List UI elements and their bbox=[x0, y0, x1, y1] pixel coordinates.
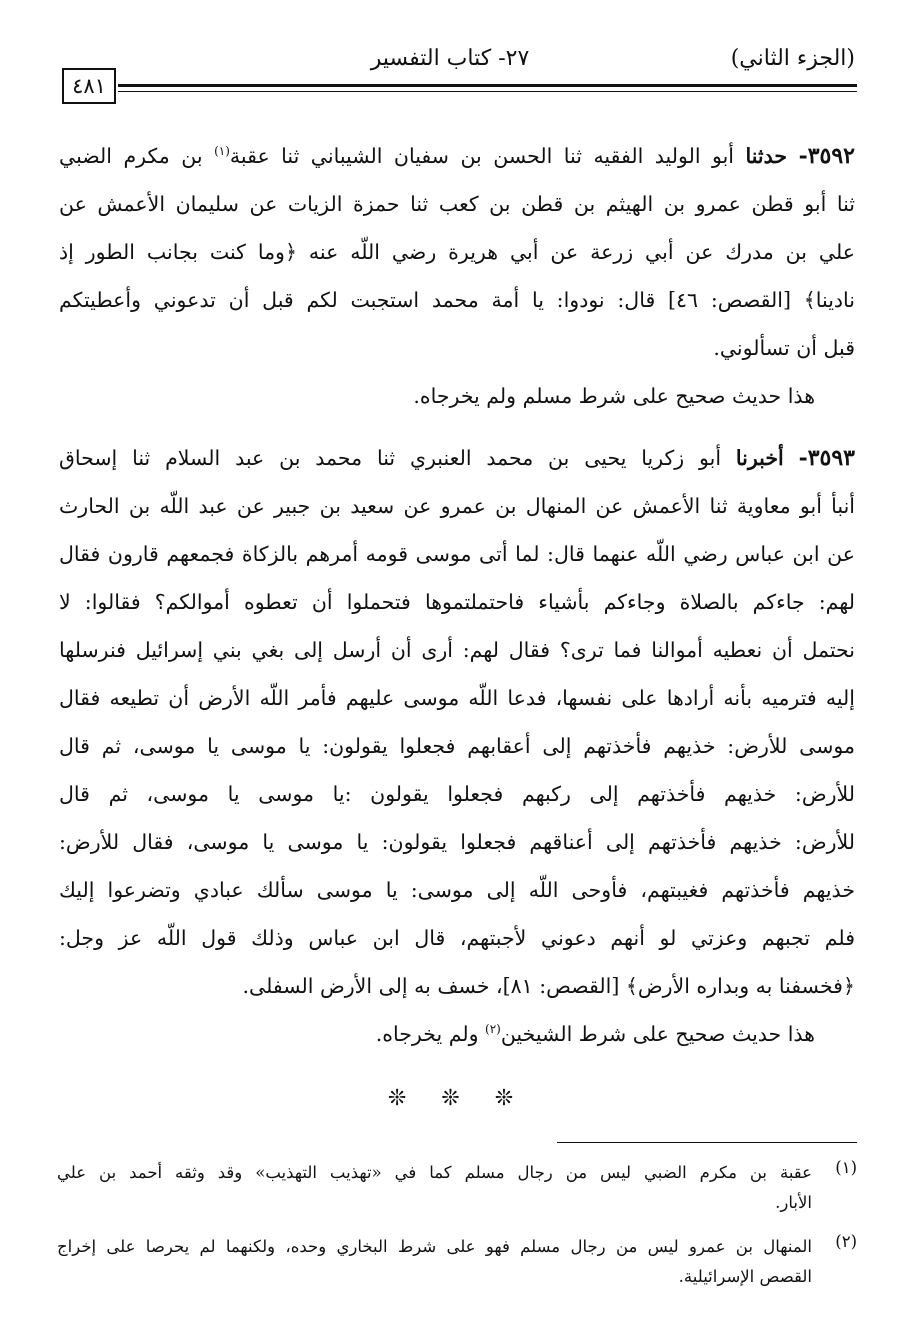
hadith-text: بن مكرم الضبي bbox=[59, 144, 215, 168]
hadith-3592-line-2: ثنا أبو قطن عمرو بن الهيثم بن قطن بن كعب ثنا حمزة الزيات عن سليمان الأعمش عن bbox=[59, 192, 855, 216]
grading-text-after: ولم يخرجاه. bbox=[375, 1022, 485, 1046]
hadith-text: أبو زكريا يحيى بن محمد العنبري ثنا محمد بن عبد السلام ثنا إسحاق bbox=[59, 446, 722, 470]
hadith-number: ٣٥٩٢- bbox=[798, 143, 855, 169]
hadith-3593-line-3: عن ابن عباس رضي اللّه عنهما قال: لما أتى موسى قومه أمرهم بالزكاة فجمعهم قارون فقال bbox=[59, 542, 855, 566]
header-book-title: ٢٧- كتاب التفسير bbox=[370, 46, 530, 71]
page-number-box: ٤٨١ bbox=[62, 68, 116, 104]
hadith-3593-line-6: إليه فترميه بأنه أرادها على نفسها، فدعا اللّه موسى عليهم فأمر اللّه الأرض أن تطيعه فقال bbox=[59, 686, 855, 710]
footnote-line: الأبار. bbox=[775, 1193, 812, 1212]
hadith-3593-line-1 bbox=[59, 434, 855, 482]
hadith-3592-line-3: علي بن مدرك عن أبي زرعة عن أبي هريرة رضي اللّه عنه ﴿وما كنت بجانب الطور إذ bbox=[59, 240, 855, 264]
hadith-3592-line-4: نادينا﴾ [القصص: ٤٦] قال: نودوا: يا أمة محمد استجبت لكم قبل أن تدعوني وأعطيتكم bbox=[59, 288, 855, 312]
footnote-line: المنهال بن عمرو ليس من رجال مسلم فهو على شرط البخاري وحده، ولكنهما لم يحرصا على إخراج bbox=[57, 1237, 812, 1256]
hadith-number: ٣٥٩٣- bbox=[798, 445, 855, 471]
hadith-3592-grading bbox=[59, 372, 855, 420]
footnote-marker[interactable]: (١) bbox=[214, 144, 230, 159]
grading-text-before: هذا حديث صحيح على شرط الشيخين bbox=[500, 1022, 815, 1046]
footnote-number: (١) bbox=[835, 1158, 857, 1177]
section-separator: ❊ ❊ ❊ bbox=[387, 1086, 528, 1111]
hadith-3593-line-11: فلم تجبهم وعزتي لو أنهم دعوني لأجبتهم، قال ابن عباس وذلك قول اللّه عز وجل: bbox=[59, 926, 855, 950]
hadith-3593-line-4: لهم: جاءكم بالصلاة وجاءكم بأشياء فاحتملتموها فتحملوا أن تعطوه أموالكم؟ فقالوا: لا bbox=[59, 590, 855, 614]
header-rule-thick bbox=[118, 84, 857, 87]
hadith-3592-line-5: قبل أن تسألوني. bbox=[713, 336, 855, 360]
hadith-3593-line-10: خذيهم فأخذتهم فغيبتهم، فأوحى اللّه إلى موسى: يا موسى سألك عبادي وتضرعوا إليك bbox=[59, 878, 855, 902]
footnote-number: (٢) bbox=[835, 1232, 857, 1251]
footnote-rule bbox=[557, 1142, 857, 1143]
header-rule-thin bbox=[118, 91, 857, 92]
hadith-3593 bbox=[59, 434, 855, 1010]
hadith-3593-line-5: نحتمل أن نعطيه أموالنا فما ترى؟ فقال لهم: أرى أن أرسل إلى بغي بني إسرائيل فنرسلها bbox=[59, 638, 855, 662]
hadith-keyword: أخبرنا bbox=[735, 446, 784, 470]
grading-text bbox=[59, 1010, 855, 1058]
hadith-3592 bbox=[59, 132, 855, 372]
hadith-3593-line-7: موسى للأرض: خذيهم فأخذتهم إلى أعقابهم فجعلوا يقولون: يا موسى يا موسى، ثم قال bbox=[59, 734, 855, 758]
footnote-marker[interactable]: (٢) bbox=[485, 1022, 501, 1037]
header-part-title: (الجزء الثاني) bbox=[730, 46, 855, 71]
hadith-3593-line-8: للأرض: خذيهم فأخذتهم إلى ركبهم فجعلوا يقولون :يا موسى يا موسى، ثم قال bbox=[59, 782, 855, 806]
hadith-3593-line-12: ﴿فخسفنا به وبداره الأرض﴾ [القصص: ٨١]، خسف به إلى الأرض السفلى. bbox=[242, 974, 855, 998]
hadith-3592-line-1 bbox=[59, 132, 855, 180]
footnote-line: القصص الإسرائيلية. bbox=[678, 1267, 812, 1286]
hadith-3593-line-2: أنبأ أبو معاوية ثنا الأعمش عن المنهال بن عمرو عن سعيد بن جبير عن عبد اللّه بن الحارث bbox=[59, 494, 855, 518]
hadith-keyword: حدثنا bbox=[745, 144, 788, 168]
hadith-3593-line-9: للأرض: خذيهم فأخذتهم إلى أعناقهم فجعلوا يقولون: يا موسى يا موسى، فقال للأرض: bbox=[59, 830, 855, 854]
footnote-1 bbox=[57, 1158, 857, 1218]
hadith-text: أبو الوليد الفقيه ثنا الحسن بن سفيان الشيباني ثنا عقبة bbox=[229, 144, 734, 168]
footnote-2 bbox=[57, 1232, 857, 1292]
grading-text: هذا حديث صحيح على شرط مسلم ولم يخرجاه. bbox=[413, 384, 815, 408]
hadith-3593-grading bbox=[59, 1010, 855, 1058]
footnote-line: عقبة بن مكرم الضبي ليس من رجال مسلم كما في «تهذيب التهذيب» وقد وثقه أحمد بن علي bbox=[57, 1163, 812, 1182]
